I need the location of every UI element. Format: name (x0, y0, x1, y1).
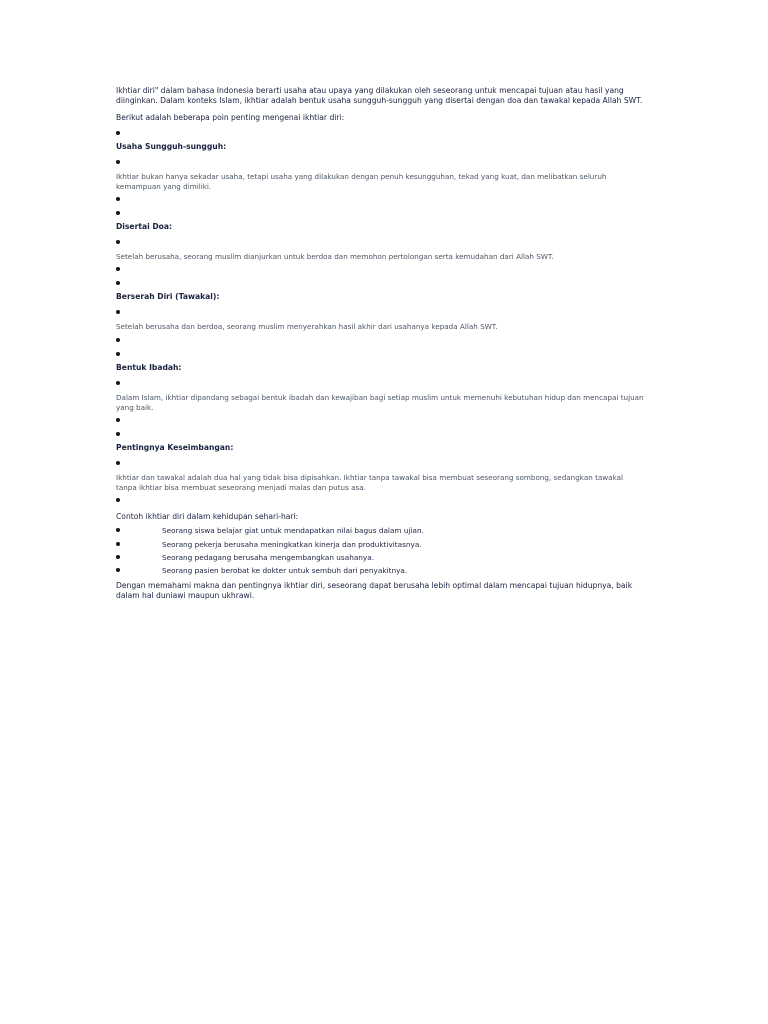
bullet-marker (116, 207, 646, 221)
list-item-text: Seorang pekerja berusaha meningkatkan kinerja dan produktivitasnya. (162, 539, 422, 549)
section-heading: Pentingnya Keseimbangan: (116, 443, 234, 452)
section-text: Dalam Islam, ikhtiar dipandang sebagai bentuk ibadah dan kewajiban bagi setiap muslim untuk memenuhi kebutuhan hidup dan mencapai tujuan yang baik. (116, 392, 644, 412)
examples-title: Contoh ikhtiar diri dalam kehidupan sehari-hari: (116, 512, 299, 522)
bullet-marker (116, 277, 646, 291)
list-item (116, 565, 646, 578)
bullet-marker (116, 457, 646, 471)
section-text: Setelah berusaha dan berdoa, seorang muslim menyerahkan hasil akhir dari usahanya kepada Allah SWT. (116, 322, 498, 332)
list-item-text: Seorang siswa belajar giat untuk mendapatkan nilai bagus dalam ujian. (162, 526, 424, 536)
bullet-marker (116, 542, 120, 546)
bullet-marker (116, 263, 646, 277)
bullet-marker (116, 156, 646, 170)
bullet-marker (116, 414, 646, 428)
intro-paragraph: Ikhtiar diri" dalam bahasa Indonesia berarti usaha atau upaya yang dilakukan oleh seseorang untuk mencapai tujuan atau hasil yang diinginkan. Dalam konteks Islam, ikhtiar adalah bentuk usaha sungguh-sungguh yang disertai dengan doa dan tawakal kepada Allah SWT. (116, 86, 643, 105)
list-item (116, 552, 646, 565)
bullet-marker (116, 306, 646, 320)
bullet-marker (116, 127, 646, 141)
list-item-text: Seorang pedagang berusaha mengembangkan usahanya. (162, 552, 375, 562)
examples-list (116, 525, 646, 578)
section-heading: Usaha Sungguh-sungguh: (116, 141, 227, 151)
bullet-marker (116, 494, 646, 508)
section-heading: Disertai Doa: (116, 222, 173, 232)
closing-paragraph: Dengan memahami makna dan pentingnya ikhtiar diri, seseorang dapat berusaha lebih optimal dalam mencapai tujuan hidupnya, baik dalam hal duniawi maupun ukhrawi. (116, 581, 633, 600)
section-text: Ikhtiar dan tawakal adalah dua hal yang tidak bisa dipisahkan. Ikhtiar tanpa tawakal bisa membuat seseorang sombong, sedangkan tawakal tanpa ikhtiar bisa membuat seseorang menjadi malas dan putus asa. (116, 473, 624, 493)
bullet-marker (116, 555, 120, 559)
bullet-marker (116, 428, 646, 442)
section-text: Setelah berusaha, seorang muslim dianjurkan untuk berdoa dan memohon pertolongan serta kemudahan dari Allah SWT. (116, 252, 554, 262)
list-item-text: Seorang pasien berobat ke dokter untuk sembuh dari penyakitnya. (162, 565, 408, 575)
lead-paragraph: Berikut adalah beberapa poin penting mengenai ikhtiar diri: (116, 113, 345, 123)
section-heading: Berserah Diri (Tawakal): (116, 292, 220, 302)
section-text: Ikhtiar bukan hanya sekadar usaha, tetapi usaha yang dilakukan dengan penuh kesungguhan, tekad yang kuat, dan melibatkan seluruh kemampuan yang dimiliki. (116, 171, 607, 191)
section-heading: Bentuk Ibadah: (116, 362, 182, 372)
bullet-marker (116, 334, 646, 348)
bullet-marker (116, 568, 120, 572)
bullet-marker (116, 236, 646, 250)
bullet-marker (116, 377, 646, 391)
list-item (116, 525, 646, 538)
list-item (116, 539, 646, 552)
bullet-marker (116, 193, 646, 207)
bullet-marker (116, 528, 120, 532)
bullet-marker (116, 348, 646, 362)
document-page (116, 86, 646, 600)
